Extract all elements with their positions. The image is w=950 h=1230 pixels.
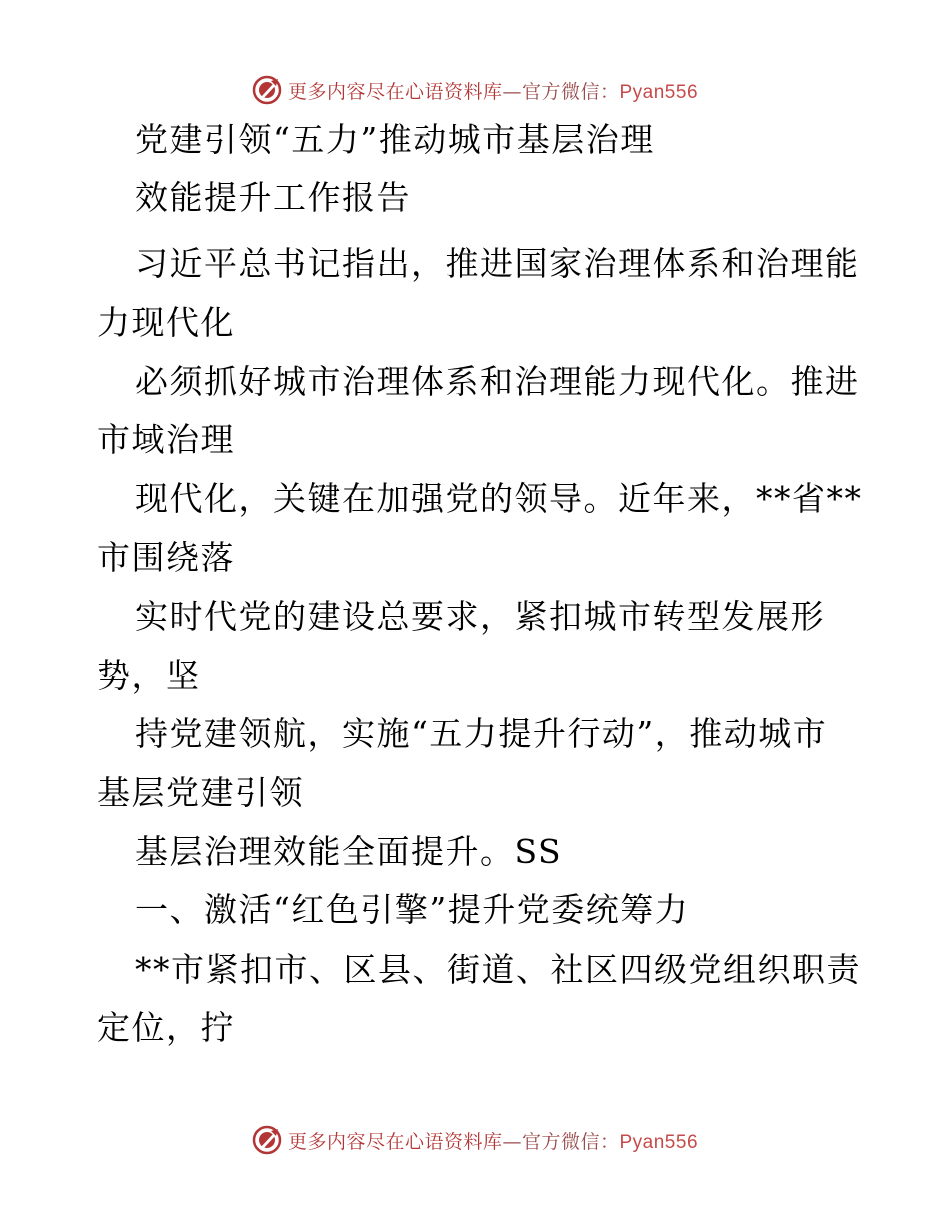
watermark-main: 更多内容尽在心语资料库 xyxy=(287,1130,503,1153)
watermark-id: Pyan556 xyxy=(619,81,699,103)
quill-seal-icon xyxy=(252,75,282,105)
paragraph-line: 必须抓好城市治理体系和治理能力现代化。推进 xyxy=(135,362,860,401)
paragraph-line: 持党建领航，实施“五力提升行动”，推动城市 xyxy=(135,714,828,753)
watermark-sep: —官方微信： xyxy=(502,1130,620,1153)
watermark-main: 更多内容尽在心语资料库 xyxy=(287,80,503,103)
watermark-text xyxy=(288,77,698,104)
doc-title-line-2: 效能提升工作报告 xyxy=(135,178,411,217)
quill-seal-icon xyxy=(252,1125,282,1155)
watermark-sep: —官方微信： xyxy=(502,80,620,103)
paragraph-line: 实时代党的建设总要求，紧扣城市转型发展形 xyxy=(135,597,825,636)
paragraph-line: 基层治理效能全面提升。SS xyxy=(135,832,563,871)
paragraph-line: 市围绕落 xyxy=(97,538,235,577)
section-heading: 一、激活“红色引擎”提升党委统筹力 xyxy=(135,890,690,929)
header-watermark xyxy=(0,72,950,108)
watermark-id: Pyan556 xyxy=(619,1131,699,1153)
paragraph-line: 力现代化 xyxy=(97,303,235,342)
paragraph-line: 现代化，关键在加强党的领导。近年来，**省** xyxy=(135,479,863,518)
paragraph-line: 习近平总书记指出，推进国家治理体系和治理能 xyxy=(135,244,860,283)
paragraph-line: 基层党建引领 xyxy=(97,773,304,812)
watermark-text xyxy=(288,1127,698,1154)
paragraph-line: 定位，拧 xyxy=(97,1008,235,1047)
paragraph-line: 市域治理 xyxy=(97,420,235,459)
doc-title-line-1: 党建引领“五力”推动城市基层治理 xyxy=(135,120,655,159)
paragraph-line: 势，坚 xyxy=(97,656,201,695)
footer-watermark xyxy=(0,1122,950,1158)
paragraph-line: **市紧扣市、区县、街道、社区四级党组织职责 xyxy=(135,950,861,989)
